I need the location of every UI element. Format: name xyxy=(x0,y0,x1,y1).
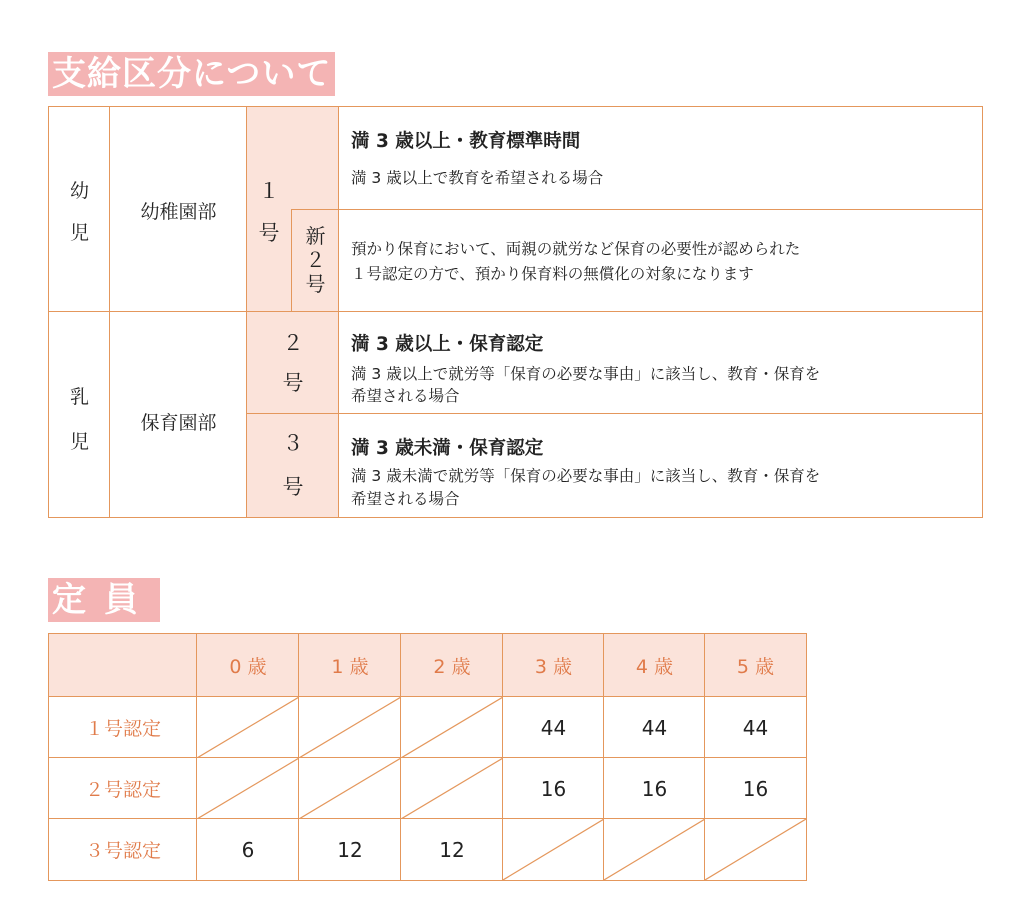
diagonal-slash xyxy=(604,819,705,880)
capacity-value-cell: 12 xyxy=(400,818,504,881)
facility-label: 保育園部 xyxy=(140,412,217,434)
diagonal-slash xyxy=(401,758,503,819)
category-description: 満 3 歳以上で就労等「保育の必要な事由」に該当し、教育・保育を xyxy=(351,365,821,383)
empty-slash-cell xyxy=(298,696,402,759)
capacity-table xyxy=(48,633,805,879)
diagonal-slash xyxy=(401,697,503,758)
grade-char: 号 xyxy=(282,475,304,499)
capacity-value-cell: 44 xyxy=(704,696,807,759)
diagonal-slash xyxy=(299,697,401,758)
category-description: 預かり保育において、両親の就労など保育の必要性が認められた xyxy=(351,240,801,258)
facility-cell-kindergarten xyxy=(109,106,248,313)
capacity-value-cell: 16 xyxy=(704,757,807,820)
grade-char: 号 xyxy=(258,221,280,245)
diagonal-slash xyxy=(705,819,806,880)
grade-cell-2 xyxy=(246,311,340,415)
age-group-char: 児 xyxy=(69,431,89,453)
category-description: 希望される場合 xyxy=(351,387,460,405)
capacity-value-cell: 6 xyxy=(196,818,300,881)
category-description: 希望される場合 xyxy=(351,490,460,508)
facility-cell-nursery xyxy=(109,311,248,518)
empty-slash-cell xyxy=(196,696,300,759)
section-heading-payment-category: 支給区分について xyxy=(48,52,335,96)
diagonal-slash xyxy=(299,758,401,819)
age-group-char: 乳 xyxy=(69,386,89,408)
category-description: 満 3 歳以上で教育を希望される場合 xyxy=(351,169,604,187)
empty-slash-cell xyxy=(298,757,402,820)
grade-char: 号 xyxy=(282,371,304,395)
description-cell-new-2 xyxy=(338,209,983,313)
empty-slash-cell xyxy=(603,818,706,881)
category-description: １号認定の方で、預かり保育料の無償化の対象になります xyxy=(351,265,754,283)
grade-char: ３ xyxy=(282,431,304,455)
table-corner-cell xyxy=(48,633,198,698)
column-header-age: 2 歳 xyxy=(400,633,504,698)
grade-char: １ xyxy=(258,179,280,203)
empty-slash-cell xyxy=(400,757,504,820)
category-title: 満 3 歳未満・保育認定 xyxy=(351,438,544,459)
age-group-char: 幼 xyxy=(69,180,89,202)
section-heading-capacity: 定員 xyxy=(48,578,160,622)
grade-char: 新 xyxy=(305,224,326,248)
capacity-value-cell: 12 xyxy=(298,818,402,881)
diagonal-slash xyxy=(503,819,604,880)
grade-char: ２ xyxy=(282,331,304,355)
column-header-age: 0 歳 xyxy=(196,633,300,698)
empty-slash-cell xyxy=(502,818,605,881)
row-header-certification: ３号認定 xyxy=(48,818,198,881)
grade-cell-new-2 xyxy=(291,209,340,313)
row-header-certification: ２号認定 xyxy=(48,757,198,820)
description-cell-2 xyxy=(338,311,983,415)
age-group-cell-infant xyxy=(48,106,111,313)
capacity-value-cell: 44 xyxy=(502,696,605,759)
empty-slash-cell xyxy=(400,696,504,759)
empty-slash-cell xyxy=(704,818,807,881)
row-header-certification: １号認定 xyxy=(48,696,198,759)
age-group-cell-baby xyxy=(48,311,111,518)
column-header-age: 5 歳 xyxy=(704,633,807,698)
column-header-age: 4 歳 xyxy=(603,633,706,698)
capacity-value-cell: 44 xyxy=(603,696,706,759)
description-cell-3 xyxy=(338,413,983,518)
grade-char: 号 xyxy=(305,272,326,296)
age-group-char: 児 xyxy=(69,222,89,244)
capacity-value-cell: 16 xyxy=(603,757,706,820)
empty-slash-cell xyxy=(196,757,300,820)
column-header-age: 3 歳 xyxy=(502,633,605,698)
grade-char: ２ xyxy=(305,248,326,272)
diagonal-slash xyxy=(197,758,299,819)
facility-label: 幼稚園部 xyxy=(140,201,217,223)
category-description: 満 3 歳未満で就労等「保育の必要な事由」に該当し、教育・保育を xyxy=(351,467,821,485)
payment-category-table xyxy=(48,106,983,518)
diagonal-slash xyxy=(197,697,299,758)
grade-cell-3 xyxy=(246,413,340,518)
column-header-age: 1 歳 xyxy=(298,633,402,698)
category-title: 満 3 歳以上・教育標準時間 xyxy=(351,131,581,152)
capacity-value-cell: 16 xyxy=(502,757,605,820)
category-title: 満 3 歳以上・保育認定 xyxy=(351,334,544,355)
description-cell-1 xyxy=(338,106,983,211)
